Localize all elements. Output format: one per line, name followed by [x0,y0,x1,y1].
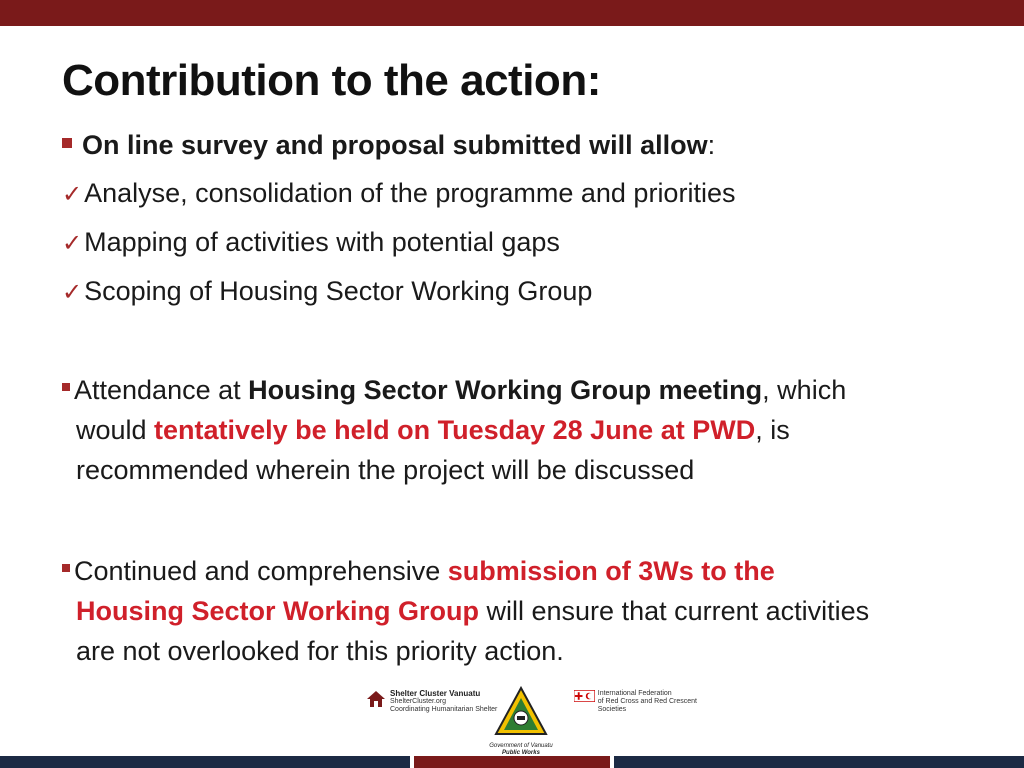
square-bullet-icon [62,564,70,572]
pwd-logo [486,686,556,764]
check-item-text: Scoping of Housing Sector Working Group [84,276,593,306]
check-item-text: Analyse, consolidation of the programme and priorities [84,178,736,208]
attendance-paragraph [62,370,982,490]
bottom-bar [0,756,1024,768]
checkmark-icon: ✓ [62,181,83,208]
shelter-logo-line3: Coordinating Humanitarian Shelter [390,706,498,713]
ifrc-logo-line2: of Red Cross and Red Crescent Societies [597,698,697,713]
text: , is [755,415,790,445]
shelter-cluster-logo [366,690,497,714]
ifrc-logo [574,690,720,714]
house-icon [366,690,386,708]
text: Attendance at [74,375,249,405]
intro-suffix: : [707,130,716,160]
intro-bold-text: On line survey and proposal submitted will allow [82,130,708,160]
text: , which [762,375,847,405]
text: Continued and comprehensive [74,556,448,586]
ifrc-logo-line1: International Federation [597,690,672,697]
red-cross-crescent-icon [574,690,595,702]
checkmark-icon: ✓ [62,230,83,257]
group-highlight: Housing Sector Working Group [76,596,480,626]
partner-logos [360,686,720,756]
submission-paragraph [62,551,982,671]
text: are not overlooked for this priority action. [76,636,564,666]
check-item-1 [62,178,735,209]
shelter-logo-line2: ShelterCluster.org [390,698,447,705]
checkmark-icon: ✓ [62,279,83,306]
top-bar [0,0,1024,26]
check-item-text: Mapping of activities with potential gaps [84,227,560,257]
intro-bullet [62,130,715,161]
square-bullet-icon [62,138,72,148]
check-item-3 [62,276,592,307]
meeting-name: Housing Sector Working Group meeting [248,375,763,405]
pwd-emblem-icon [493,686,549,738]
meeting-date-highlight: tentatively be held on Tuesday 28 June at PWD [154,415,756,445]
text: would [76,415,155,445]
check-item-2 [62,227,560,258]
square-bullet-icon [62,383,70,391]
text: will ensure that current activities [479,596,870,626]
pwd-caption-1: Government of Vanuatu [489,743,553,749]
text: recommended wherein the project will be discussed [76,455,695,485]
slide-title: Contribution to the action: [62,56,601,105]
shelter-logo-line1: Shelter Cluster Vanuatu [390,689,481,698]
pwd-caption-2: Public Works [502,750,540,756]
submission-highlight: submission of 3Ws to the [447,556,775,586]
